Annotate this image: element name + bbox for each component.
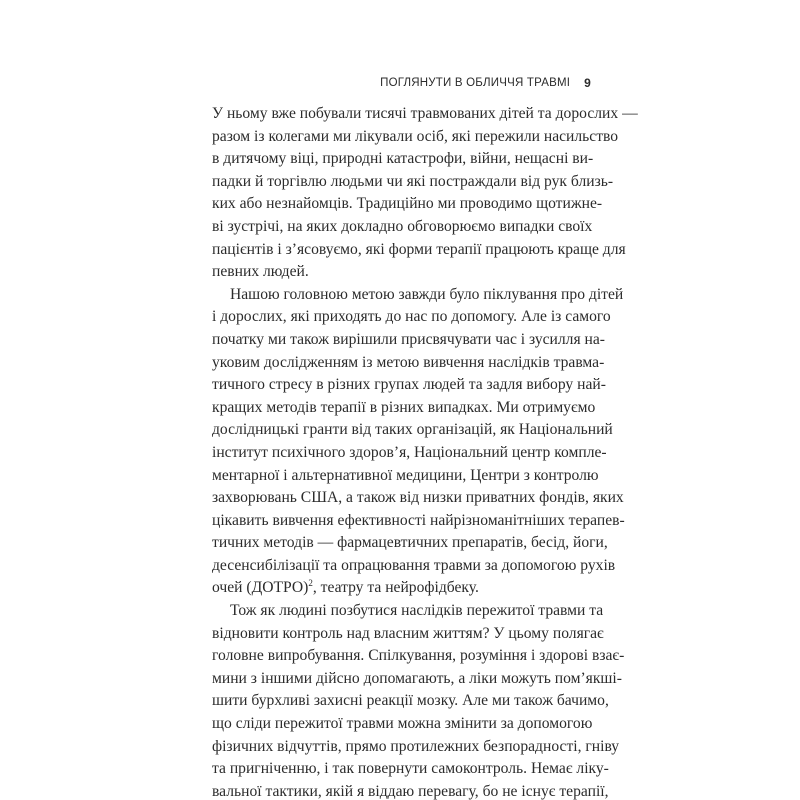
text-line: вальної тактики, якій я віддаю перевагу, бо не існує терапії, [212,782,609,800]
text-line: початку ми також вирішили присвячувати час і зусилля на- [212,330,605,348]
text-line: певних людей. [212,263,309,281]
text-line: пацієнтів і з’ясовуємо, які форми терапії працюють краще для [212,240,626,258]
text-line: шити бурхливі захисні реакції мозку. Але ми також бачимо, [212,692,609,710]
text-line: падки й торгівлю людьми чи які постраждали від рук близь- [212,172,614,190]
running-head [380,75,591,91]
body-text [212,103,638,800]
text-line: десенсибілізації та опрацювання травми за допомогою рухів [212,556,616,574]
text-line: цікавить вивчення ефективності найрізноманітніших терапев- [212,511,625,529]
text-line: захворювань США, а також від низки приватних фондів, яких [212,489,624,507]
paragraph [212,600,625,800]
text-line: кращих методів терапії в різних випадках. Ми отримуємо [212,398,596,416]
text-fragment: , театру та нейрофідбеку. [312,579,479,597]
text-line: дослідницькі гранти від таких організацій, як Національний [212,421,613,439]
text-fragment: очей (ДОТРО) [212,579,309,597]
text-line: тичного стресу в різних групах людей та задля вибору най- [212,376,606,394]
text-line: уковим дослідженням із метою вивчення наслідків травма- [212,353,605,371]
text-line: разом із колегами ми лікували осіб, які пережили насильство [212,127,619,145]
text-line: відновити контроль над власним життям? У цьому полягає [212,624,604,642]
page-number: 9 [584,76,591,90]
footnote-ref[interactable]: 2 [308,578,313,589]
text-line: фізичних відчуттів, прямо протилежних безпорадності, гніву [212,737,620,755]
text-line: ких або незнайомців. Традиційно ми проводимо щотижне- [212,195,603,213]
text-line: У ньому вже побували тисячі травмованих дітей та дорослих — [212,105,638,122]
text-line: ві зустрічі, на яких докладно обговорюємо випадки своїх [212,217,593,235]
paragraph [212,103,638,284]
text-line [212,577,592,600]
text-line: та пригніченню, і так повернути самоконтроль. Немає ліку- [212,760,609,778]
text-line: і дорослих, які приходять до нас по допомогу. Але із самого [212,308,611,326]
running-title: ПОГЛЯНУТИ В ОБЛИЧЧЯ ТРАВМІ [380,77,571,89]
text-line: ментарної і альтернативної медицини, Центри з контролю [212,466,599,484]
paragraph [212,284,625,600]
text-line: в дитячому віці, природні катастрофи, війни, нещасні ви- [212,150,594,168]
text-line: мини з іншими дійсно допомагають, а ліки можуть пом’якші- [212,669,622,687]
text-line: головне випробування. Спілкування, розуміння і здорові взає- [212,647,625,665]
text-line: інститут психічного здоров’я, Національний центр компле- [212,443,607,461]
text-line: Тож як людині позбутися наслідків пережитої травми та [230,602,604,620]
text-line: Нашою головною метою завжди було піклування про дітей [230,285,624,303]
text-line: тичних методів — фармацевтичних препаратів, бесід, йоги, [212,534,608,552]
text-line: що сліди пережитої травми можна змінити за допомогою [212,715,593,733]
